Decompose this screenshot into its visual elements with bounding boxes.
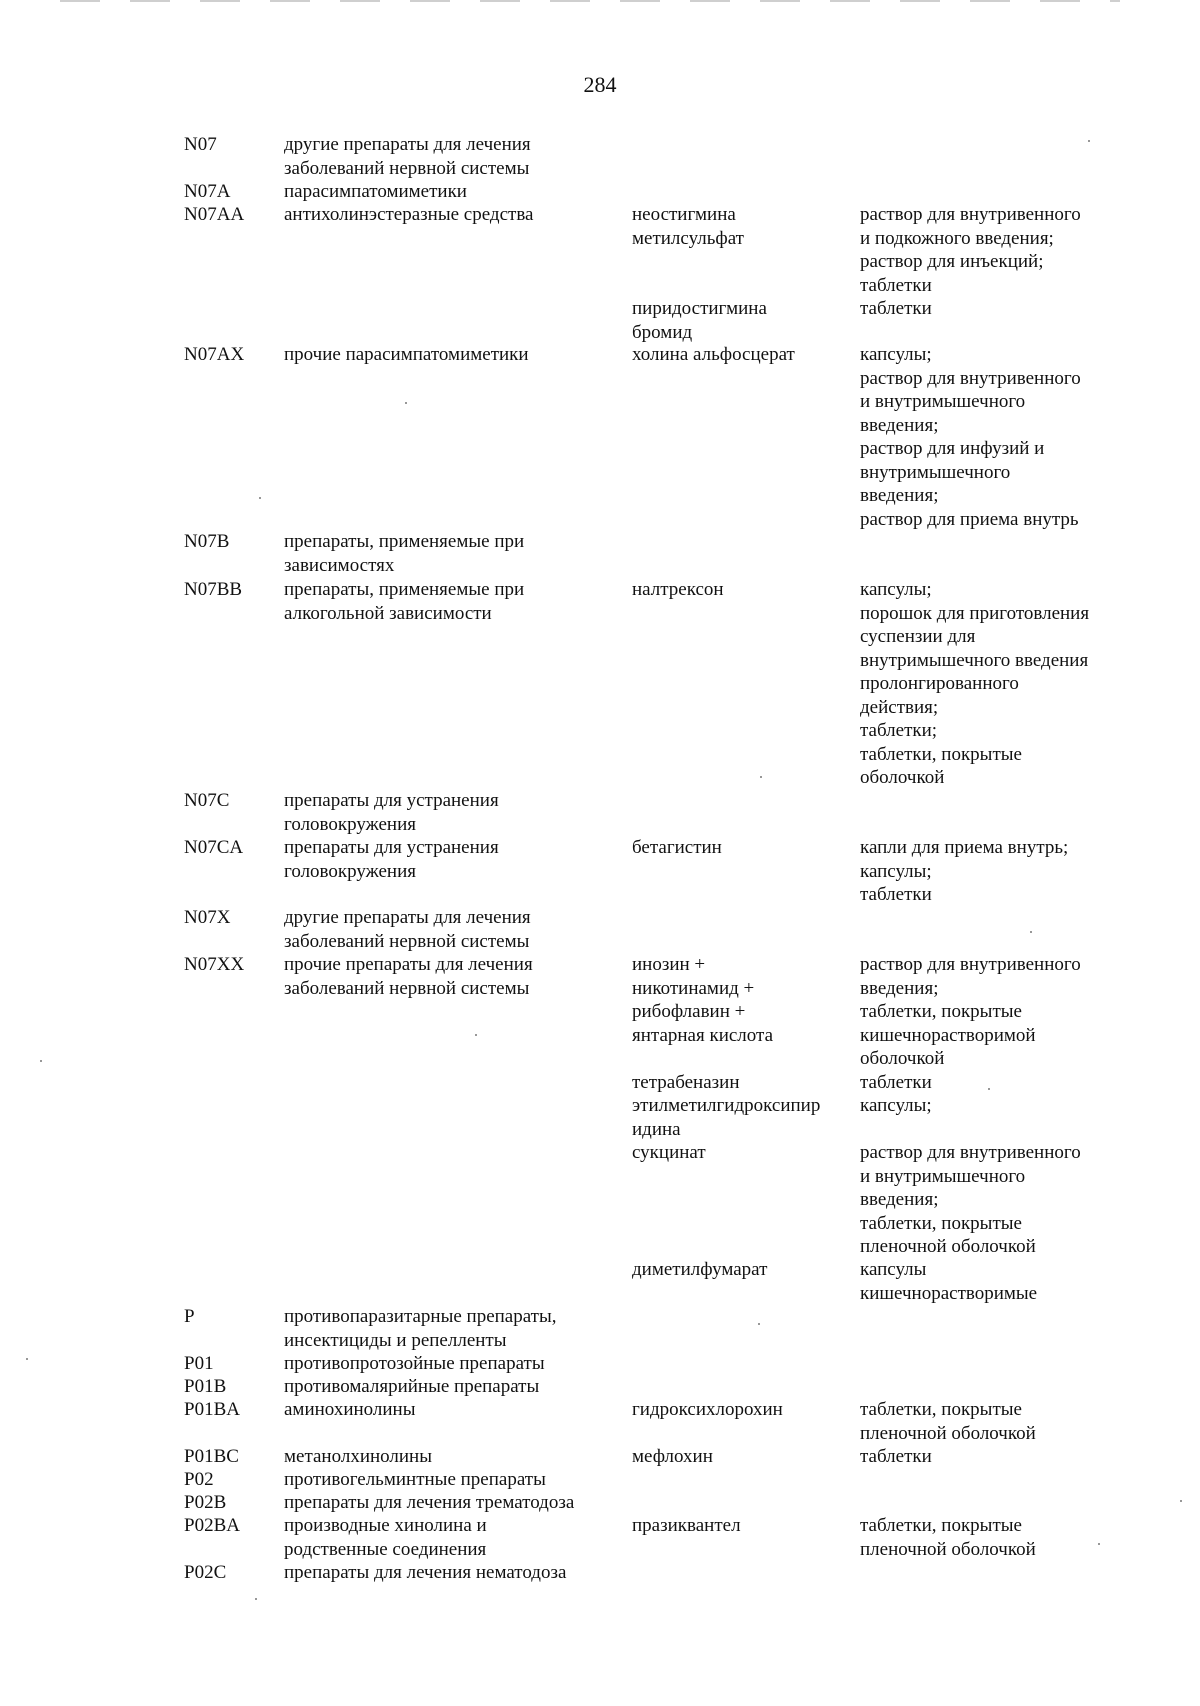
atc-code: P01BA [184,1399,240,1420]
atc-group-name: прочие парасимпатомиметики [284,344,529,365]
atc-group-name: препараты для лечения нематодоза [284,1562,567,1583]
atc-code: P01BC [184,1446,239,1467]
dosage-forms: таблетки [860,1446,932,1467]
drug-name: диметилфумарат [632,1259,768,1280]
dosage-forms: капсулы; раствор для внутривенного и внутримышечного введения; раствор для инфузий и внутримышечного введения; раствор для приема внутрь [860,344,1081,530]
scan-speck [1098,1543,1100,1545]
atc-group-name: производные хинолина и родственные соединения [284,1515,487,1560]
scan-speck [758,1323,760,1325]
atc-code: P [184,1306,195,1327]
atc-group-name: препараты для устранения головокружения [284,837,499,882]
dosage-forms: таблетки, покрытые пленочной оболочкой [860,1515,1036,1560]
atc-code: P02 [184,1469,214,1490]
scan-speck [1088,140,1090,142]
atc-code: N07AX [184,344,245,365]
atc-group-name: противопаразитарные препараты, инсектициды и репелленты [284,1306,557,1351]
atc-group-name: другие препараты для лечения заболеваний нервной системы [284,907,531,952]
atc-code: N07XX [184,954,245,975]
atc-group-name: прочие препараты для лечения заболеваний нервной системы [284,954,533,999]
scan-speck [26,1358,28,1360]
atc-code: N07AA [184,204,245,225]
atc-code: P02C [184,1562,227,1583]
atc-code: N07A [184,181,231,202]
atc-code: N07 [184,134,217,155]
scan-speck [259,497,261,499]
atc-group-name: другие препараты для лечения заболеваний нервной системы [284,134,531,179]
atc-code: P02B [184,1492,227,1513]
scan-speck [1180,1500,1182,1502]
dosage-forms: таблетки [860,298,932,319]
atc-code: P01 [184,1353,214,1374]
atc-code: P02BA [184,1515,240,1536]
atc-code: N07X [184,907,231,928]
drug-name: мефлохин [632,1446,713,1467]
drug-name: пиридостигмина бромид [632,298,767,343]
atc-group-name: противопротозойные препараты [284,1353,545,1374]
dosage-forms: таблетки, покрытые пленочной оболочкой [860,1399,1036,1444]
dosage-forms: капсулы; порошок для приготовления суспензии для внутримышечного введения пролонгированного действия; таблетки; таблетки, покрытые оболочкой [860,579,1090,788]
drug-name: тетрабеназин [632,1072,740,1093]
atc-code: N07C [184,790,230,811]
drug-name: неостигмина метилсульфат [632,204,744,249]
atc-code: P01B [184,1376,227,1397]
drug-name: этилметилгидроксипир идина [632,1095,821,1140]
scan-speck [405,402,407,404]
atc-code: N07BB [184,579,243,600]
dosage-forms: раствор для внутривенного введения; таблетки, покрытые кишечнорастворимой оболочкой [860,954,1081,1069]
dosage-forms: капсулы; [860,1095,932,1116]
atc-code: N07B [184,531,230,552]
scan-speck [1030,931,1032,933]
drug-name: холина альфосцерат [632,344,795,365]
scan-speck [255,1598,257,1600]
atc-group-name: антихолинэстеразные средства [284,204,534,225]
dosage-forms: раствор для внутривенного и внутримышечного введения; таблетки, покрытые пленочной оболочкой [860,1142,1081,1257]
atc-group-name: метанолхинолины [284,1446,432,1467]
page-number: 284 [583,72,617,97]
atc-group-name: противогельминтные препараты [284,1469,546,1490]
dosage-forms: таблетки [860,1072,932,1093]
atc-group-name: препараты, применяемые при алкогольной зависимости [284,579,525,624]
drug-name: налтрексон [632,579,724,600]
atc-group-name: противомалярийные препараты [284,1376,540,1397]
scan-speck [760,776,762,778]
drug-name: празиквантел [632,1515,741,1536]
atc-group-name: препараты для лечения трематодоза [284,1492,575,1513]
drug-name: сукцинат [632,1142,706,1163]
drug-name: инозин + никотинамид + рибофлавин + янтарная кислота [632,954,773,1046]
atc-group-name: препараты для устранения головокружения [284,790,499,835]
drug-name: бетагистин [632,837,722,858]
atc-group-name: аминохинолины [284,1399,416,1420]
dosage-forms: капсулы кишечнорастворимые [860,1259,1038,1304]
scan-speck [988,1088,990,1090]
scan-edge-line [60,0,1120,2]
drug-name: гидроксихлорохин [632,1399,783,1420]
atc-code: N07CA [184,837,244,858]
scan-speck [475,1034,477,1036]
atc-group-name: препараты, применяемые при зависимостях [284,531,525,576]
dosage-forms: раствор для внутривенного и подкожного введения; раствор для инъекций; таблетки [860,204,1081,296]
atc-group-name: парасимпатомиметики [284,181,467,202]
scan-speck [40,1060,42,1062]
dosage-forms: капли для приема внутрь; капсулы; таблетки [860,837,1069,905]
